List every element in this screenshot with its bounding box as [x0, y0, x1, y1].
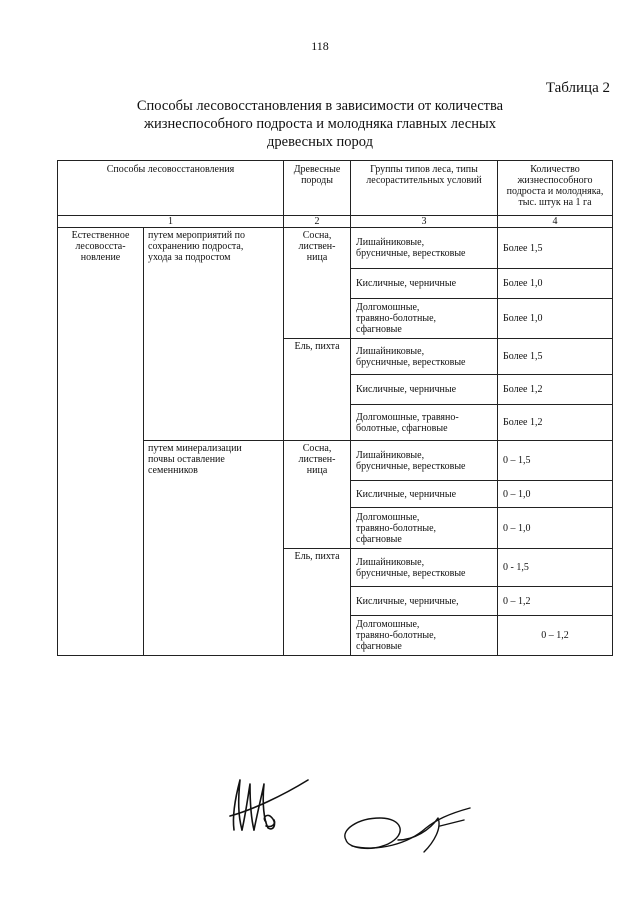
group-line: болотные, сфагновые — [356, 422, 448, 434]
column-number: 2 — [284, 216, 351, 228]
quantity-cell: 0 – 1,0 — [498, 508, 613, 549]
group-line: сфагновые — [356, 324, 402, 335]
group-line: брусничные, верестковые — [356, 567, 466, 579]
species-line: ница — [306, 465, 328, 476]
group-line: Кисличные, черничные — [356, 488, 457, 500]
quantity-cell: 0 - 1,5 — [498, 549, 613, 587]
group-line: Кисличные, черничные — [356, 278, 457, 289]
quantity-cell: Более 1,5 — [498, 339, 613, 375]
group-line: Лишайниковые, — [356, 345, 425, 357]
group-line: брусничные, верестковые — [356, 356, 466, 368]
group-line: Долгомошные, — [356, 302, 420, 313]
group-cell — [351, 269, 498, 299]
method-cell — [58, 228, 144, 656]
group-line: брусничные, верестковые — [356, 460, 466, 472]
title-line: Способы лесовосстановления в зависимости от количества — [136, 98, 504, 114]
subsection-line: семенников — [148, 465, 198, 476]
group-line: Лишайниковые, — [356, 237, 425, 248]
quantity-cell: Более 1,0 — [498, 299, 613, 339]
header-groups-line: Группы типов леса, типы — [370, 164, 478, 175]
method-line: новление — [80, 252, 121, 263]
table-label: Таблица 2 — [545, 80, 610, 96]
species-line: Сосна, — [302, 443, 332, 454]
group-line: Долгомошные, травяно- — [356, 411, 459, 423]
species-line: Сосна, — [302, 230, 332, 241]
group-cell — [351, 405, 498, 441]
header-species — [284, 161, 351, 216]
header-quantity-line: жизнеспособного — [517, 175, 593, 186]
quantity-cell: 0 – 1,2 — [498, 616, 613, 656]
group-cell — [351, 339, 498, 375]
header-groups-line: лесорастительных условий — [366, 175, 482, 186]
group-cell — [351, 375, 498, 405]
species-line: Ель, пихта — [294, 551, 340, 562]
group-line: травяно-болотные, — [356, 630, 437, 641]
group-cell — [351, 441, 498, 481]
table-title — [100, 97, 540, 151]
group-line: Долгомошные, — [356, 511, 420, 523]
group-line: сфагновые — [356, 533, 402, 545]
subsection-line: почвы оставление — [148, 454, 225, 465]
reforestation-table — [57, 160, 613, 656]
quantity-cell: Более 1,0 — [498, 269, 613, 299]
quantity-cell: 0 – 1,5 — [498, 441, 613, 481]
quantity-cell: Более 1,2 — [498, 405, 613, 441]
header-quantity — [498, 161, 613, 216]
header-quantity-line: тыс. штук на 1 га — [518, 197, 592, 208]
group-cell — [351, 299, 498, 339]
header-quantity-line: подроста и молодняка, — [506, 186, 604, 197]
subsection-line: сохранению подроста, — [148, 241, 244, 252]
subsection-cell — [144, 441, 284, 656]
group-line: Лишайниковые, — [356, 449, 425, 461]
header-methods: Способы лесовосстановления — [58, 161, 284, 216]
species-line: листвен- — [298, 454, 336, 465]
species-cell — [284, 549, 351, 656]
group-cell — [351, 508, 498, 549]
column-number: 3 — [351, 216, 498, 228]
header-groups — [351, 161, 498, 216]
header-quantity-line: Количество — [530, 164, 580, 175]
group-line: сфагновые — [356, 641, 402, 652]
group-line: Кисличные, черничные, — [356, 595, 459, 607]
method-line: лесовосста- — [75, 241, 126, 252]
header-species-line: породы — [301, 175, 333, 186]
species-cell — [284, 339, 351, 441]
quantity-cell: Более 1,5 — [498, 228, 613, 269]
group-cell — [351, 549, 498, 587]
subsection-cell — [144, 228, 284, 441]
group-cell — [351, 228, 498, 269]
subsection-line: ухода за подростом — [148, 252, 231, 263]
column-number: 1 — [58, 216, 284, 228]
species-line: ница — [306, 252, 328, 263]
group-line: Кисличные, черничные — [356, 384, 457, 395]
group-cell — [351, 481, 498, 508]
species-line: Ель, пихта — [294, 341, 340, 352]
table-row — [58, 228, 613, 269]
subsection-line: путем минерализации — [148, 443, 242, 454]
species-cell — [284, 228, 351, 339]
title-line: жизнеспособного подроста и молодняка главных лесных — [144, 116, 496, 132]
quantity-cell: 0 – 1,2 — [498, 587, 613, 616]
group-cell — [351, 587, 498, 616]
subsection-line: путем мероприятий по — [148, 230, 245, 241]
group-line: Лишайниковые, — [356, 556, 425, 568]
title-line: древесных пород — [267, 134, 373, 150]
signature-right — [338, 800, 478, 860]
page-number: 118 — [311, 39, 329, 53]
group-cell — [351, 616, 498, 656]
species-line: листвен- — [298, 241, 336, 252]
group-line: травяно-болотные, — [356, 522, 437, 534]
method-line: Естественное — [71, 230, 130, 241]
quantity-cell: Более 1,2 — [498, 375, 613, 405]
group-line: брусничные, верестковые — [356, 248, 466, 259]
group-line: Долгомошные, — [356, 619, 420, 630]
header-species-line: Древесные — [293, 164, 341, 175]
quantity-cell: 0 – 1,0 — [498, 481, 613, 508]
signature-left — [222, 770, 312, 840]
species-cell — [284, 441, 351, 549]
column-number: 4 — [498, 216, 613, 228]
group-line: травяно-болотные, — [356, 313, 437, 324]
